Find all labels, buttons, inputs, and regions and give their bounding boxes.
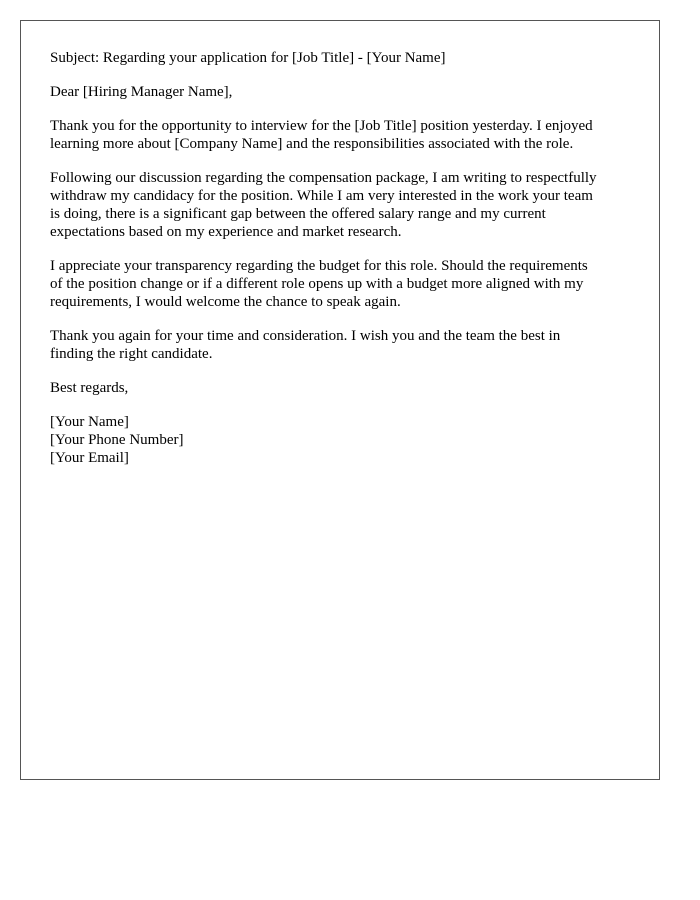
letter-content: [50, 49, 640, 467]
letter-subject: Subject: Regarding your application for [Job Title] - [Your Name]: [50, 50, 446, 66]
body-paragraph-4: [50, 327, 640, 363]
letter-frame: [20, 20, 660, 780]
letter-salutation: Dear [Hiring Manager Name],: [50, 84, 233, 100]
paragraph-line: expectations based on my experience and market research.: [50, 224, 402, 240]
signature-block: [50, 413, 640, 467]
signature-name: [Your Name]: [50, 414, 129, 430]
paragraph-line: withdraw my candidacy for the position. While I am very interested in the work your team: [50, 188, 593, 204]
paragraph-line: Following our discussion regarding the compensation package, I am writing to respectfully: [50, 170, 597, 186]
paragraph-line: is doing, there is a significant gap between the offered salary range and my current: [50, 206, 546, 222]
body-paragraph-3: [50, 257, 640, 311]
letter-closing: Best regards,: [50, 380, 129, 396]
paragraph-line: Thank you for the opportunity to interview for the [Job Title] position yesterday. I enjoyed: [50, 118, 593, 134]
paragraph-line: Thank you again for your time and consideration. I wish you and the team the best in: [50, 328, 561, 344]
paragraph-line: requirements, I would welcome the chance to speak again.: [50, 294, 401, 310]
paragraph-line: finding the right candidate.: [50, 346, 213, 362]
body-paragraph-2: [50, 169, 640, 241]
paragraph-line: learning more about [Company Name] and the responsibilities associated with the role.: [50, 136, 574, 152]
body-paragraph-1: [50, 117, 640, 153]
signature-email: [Your Email]: [50, 450, 129, 466]
signature-phone: [Your Phone Number]: [50, 432, 184, 448]
paragraph-line: I appreciate your transparency regarding the budget for this role. Should the requirements: [50, 258, 588, 274]
paragraph-line: of the position change or if a different role opens up with a budget more aligned with my: [50, 276, 584, 292]
